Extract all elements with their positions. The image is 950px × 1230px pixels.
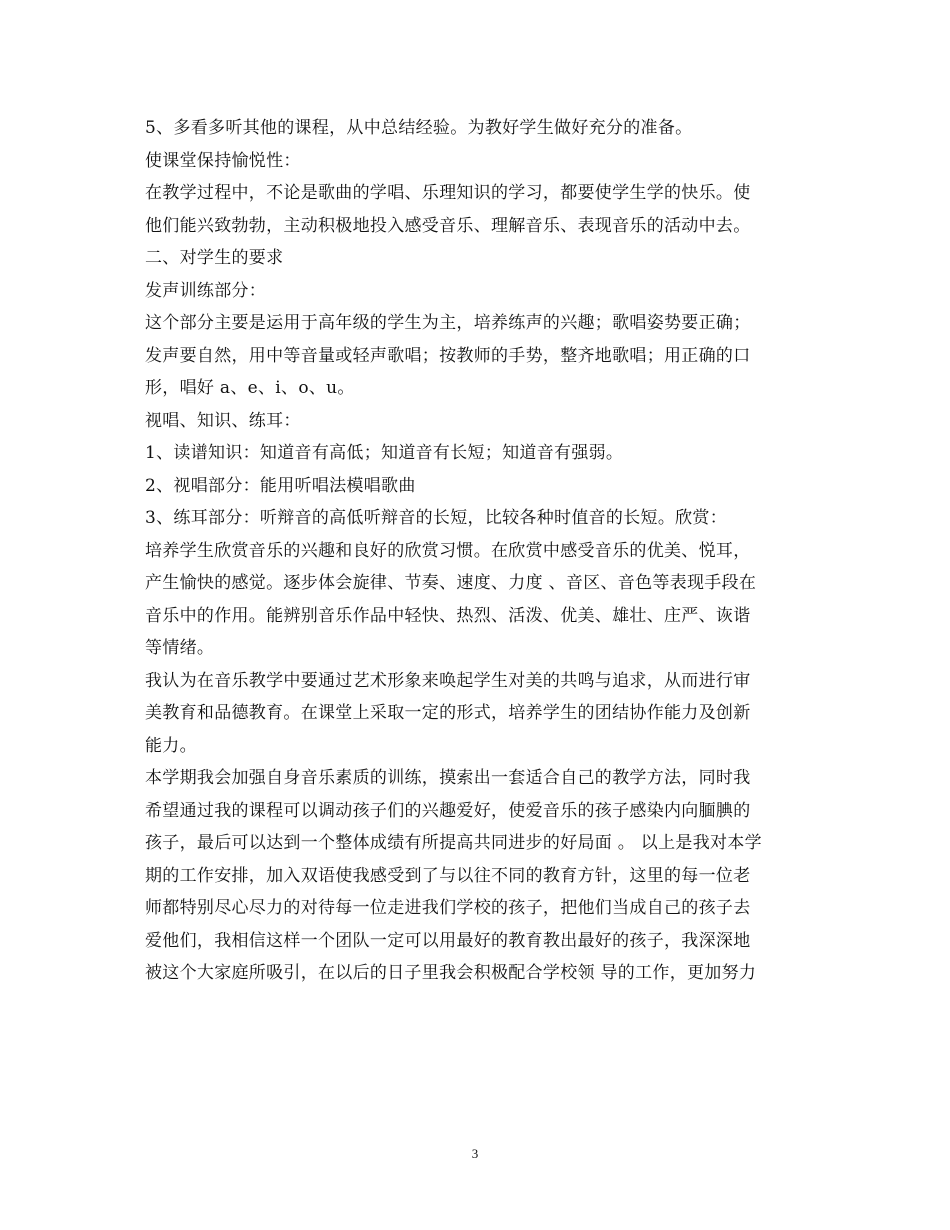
text-line: 这个部分主要是运用于高年级的学生为主，培养练声的兴趣；歌唱姿势要正确；	[145, 313, 751, 333]
text-line: 3、练耳部分：听辩音的高低听辩音的长短，比较各种时值音的长短。欣赏：	[145, 508, 728, 528]
text-line: 产生愉快的感觉。逐步体会旋律、节奏、速度、力度 、音区、音色等表现手段在	[145, 573, 757, 593]
text-line: 视唱、知识、练耳：	[145, 410, 301, 431]
text-line: 使课堂保持愉悦性：	[145, 150, 301, 171]
section-heading: 二、对学生的要求	[145, 248, 284, 268]
text-line: 5、多看多听其他的课程，从中总结经验。为教好学生做好充分的准备。	[145, 118, 693, 138]
text-line: 被这个大家庭所吸引，在以后的日子里我会积极配合学校领 导的工作，更加努力	[145, 963, 757, 983]
text-line: 等情绪。	[145, 638, 215, 658]
document-body	[145, 112, 815, 990]
text-line: 发声训练部分：	[145, 280, 267, 301]
text-line: 形，唱好 a、e、i、o、u。	[145, 378, 355, 398]
text-line: 本学期我会加强自身音乐素质的训练，摸索出一套适合自己的教学方法，同时我	[145, 768, 751, 788]
text-line: 能力。	[145, 735, 197, 756]
text-line: 1、读谱知识：知道音有高低；知道音有长短；知道音有强弱。	[145, 443, 624, 463]
page-number: 3	[471, 1146, 479, 1161]
text-line: 师都特别尽心尽力的对待每一位走进我们学校的孩子，把他们当成自己的孩子去	[145, 898, 751, 918]
text-line: 在教学过程中，不论是歌曲的学唱、乐理知识的学习，都要使学生学的快乐。使	[145, 183, 751, 203]
text-line: 孩子，最后可以达到一个整体成绩有所提高共同进步的好局面 。 以上是我对本学	[145, 833, 762, 853]
text-line: 发声要自然，用中等音量或轻声歌唱；按教师的手势，整齐地歌唱；用正确的口	[145, 345, 751, 366]
text-line: 期的工作安排，加入双语使我感受到了与以往不同的教育方针，这里的每一位老	[145, 865, 751, 886]
text-line: 我认为在音乐教学中要通过艺术形象来唤起学生对美的共鸣与追求，从而进行审	[145, 670, 751, 691]
text-line: 爱他们，我相信这样一个团队一定可以用最好的教育教出最好的孩子，我深深地	[145, 930, 751, 951]
text-line: 美教育和品德教育。在课堂上采取一定的形式，培养学生的团结协作能力及创新	[145, 703, 751, 723]
text-line: 培养学生欣赏音乐的兴趣和良好的欣赏习惯。在欣赏中感受音乐的优美、悦耳，	[145, 540, 751, 561]
text-line: 2、视唱部分：能用听唱法模唱歌曲	[145, 475, 416, 496]
text-line: 他们能兴致勃勃，主动积极地投入感受音乐、理解音乐、表现音乐的活动中去。	[145, 215, 751, 236]
text-line: 音乐中的作用。能辨别音乐作品中轻快、热烈、活泼、优美、雄壮、庄严、诙谐	[145, 605, 751, 626]
text-line: 希望通过我的课程可以调动孩子们的兴趣爱好，使爱音乐的孩子感染内向腼腆的	[145, 800, 751, 821]
